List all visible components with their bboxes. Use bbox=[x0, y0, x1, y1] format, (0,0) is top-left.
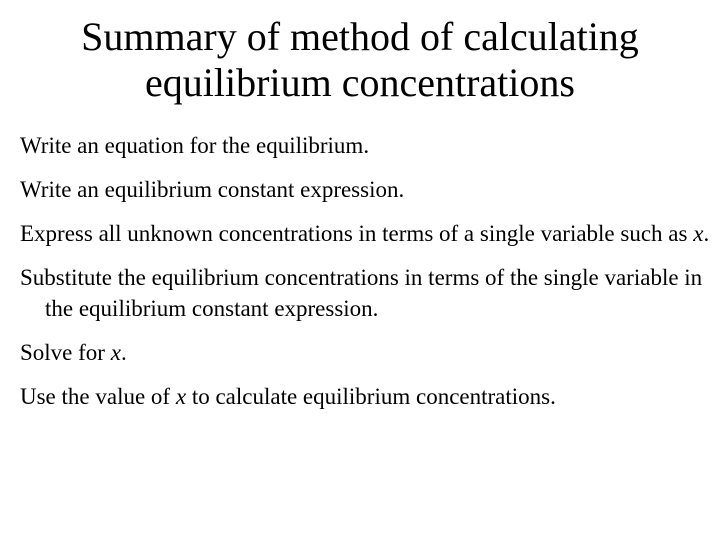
bullet-text: Express all unknown concentrations in terms of a single variable such as bbox=[20, 221, 694, 246]
bullet-solve-for-x bbox=[20, 337, 710, 368]
variable-x: x bbox=[693, 221, 704, 246]
bullet-write-constant-expression bbox=[20, 174, 710, 205]
slide-title bbox=[0, 14, 720, 106]
bullet-text-end: to calculate equilibrium concentrations. bbox=[186, 384, 556, 409]
bullet-text-end: . bbox=[120, 340, 127, 365]
bullet-write-equation bbox=[20, 130, 710, 161]
bullet-text-end: . bbox=[703, 221, 710, 246]
bullet-text: Use the value of bbox=[20, 384, 176, 409]
bullet-text: Write an equilibrium constant expression. bbox=[20, 177, 405, 202]
bullet-list bbox=[20, 130, 710, 425]
title-line-2: equilibrium concentrations bbox=[145, 60, 575, 105]
bullet-text: Write an equation for the equilibrium. bbox=[20, 133, 370, 158]
bullet-text: Substitute the equilibrium concentrations in terms of the single variable in the equilibrium constant expression. bbox=[20, 265, 703, 321]
bullet-text: Solve for bbox=[20, 340, 111, 365]
bullet-substitute bbox=[20, 262, 710, 324]
variable-x: x bbox=[175, 384, 187, 409]
variable-x: x bbox=[110, 340, 121, 365]
bullet-use-value bbox=[20, 381, 710, 412]
title-line-1: Summary of method of calculating bbox=[81, 14, 639, 59]
bullet-express-unknowns bbox=[20, 218, 710, 249]
